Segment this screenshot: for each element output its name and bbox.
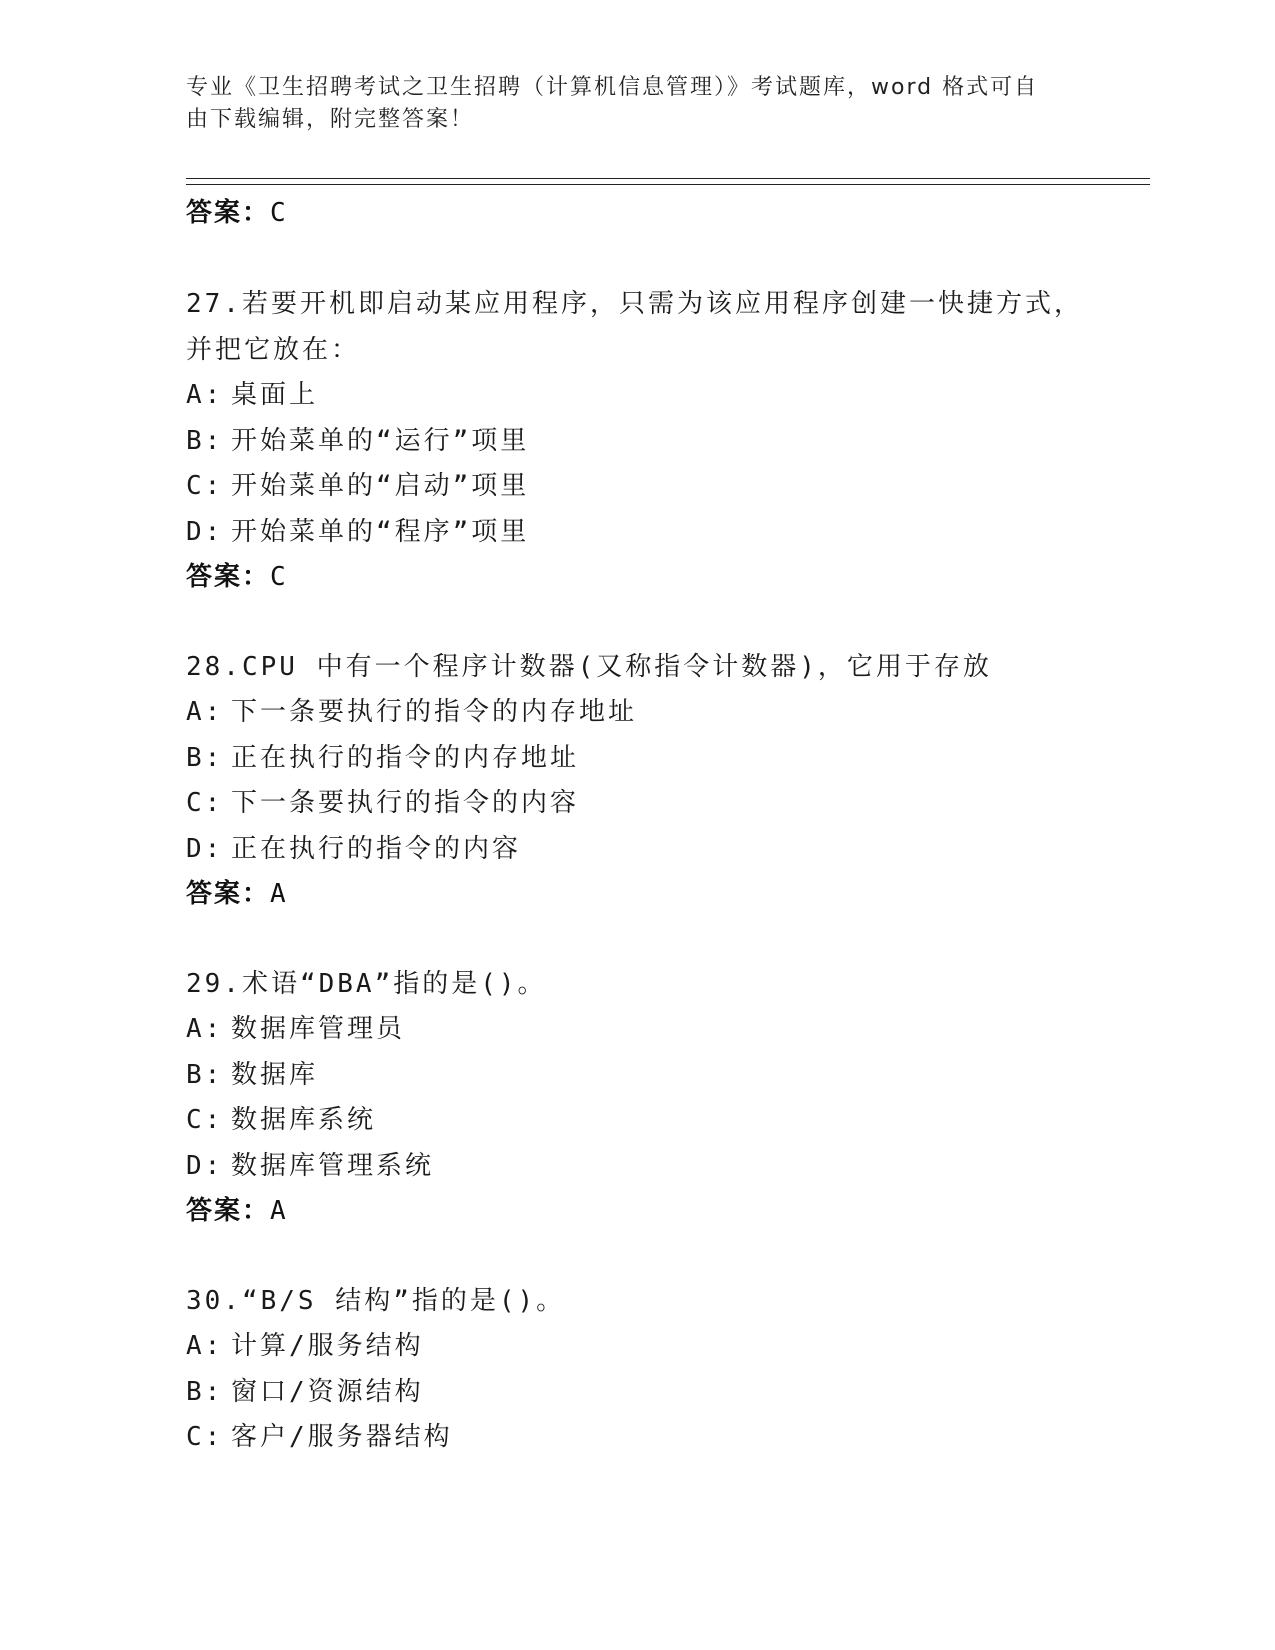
- document-header: [186, 72, 1076, 136]
- question-28: [186, 645, 1086, 918]
- option-letter: B:: [186, 425, 224, 456]
- option-c: [186, 1098, 1086, 1144]
- option-d: [186, 510, 1086, 556]
- option-letter: A:: [186, 697, 224, 727]
- option-b: [186, 736, 1086, 782]
- option-text: 数据库管理员: [231, 1014, 406, 1044]
- question-stem: 27.若要开机即启动某应用程序，只需为该应用程序创建一快捷方式，: [186, 289, 1083, 319]
- option-text: 开始菜单的“程序”项里: [231, 516, 530, 547]
- question-30: [186, 1279, 1086, 1461]
- option-letter: B:: [186, 742, 224, 773]
- option-text: 窗口/资源结构: [231, 1376, 424, 1407]
- option-text: 数据库管理系统: [231, 1150, 435, 1181]
- option-c: [186, 464, 1086, 510]
- header-line-1: 专业《卫生招聘考试之卫生招聘（计算机信息管理）》考试题库，word 格式可自: [186, 75, 1039, 100]
- option-letter: A:: [186, 1014, 224, 1044]
- option-text: 客户/服务器结构: [231, 1422, 453, 1452]
- option-a: [186, 690, 1086, 736]
- option-letter: C:: [186, 471, 224, 501]
- option-letter: D:: [186, 516, 224, 547]
- option-letter: C:: [186, 1422, 224, 1452]
- option-letter: B:: [186, 1376, 224, 1407]
- option-text: 开始菜单的“运行”项里: [231, 425, 530, 456]
- option-letter: C:: [186, 788, 224, 818]
- question-27: [186, 282, 1086, 601]
- option-b: [186, 1370, 1086, 1416]
- header-line-2: 由下载编辑，附完整答案！: [186, 107, 475, 132]
- option-text: 计算/服务结构: [231, 1331, 424, 1361]
- option-letter: D:: [186, 1150, 224, 1181]
- option-d: [186, 1144, 1086, 1190]
- option-text: 正在执行的指令的内存地址: [231, 742, 580, 773]
- answer-line: [186, 872, 1086, 918]
- option-text: 数据库系统: [231, 1105, 377, 1135]
- answer-label: 答案：: [186, 198, 271, 228]
- option-text: 正在执行的指令的内容: [231, 833, 522, 864]
- answer-value: A: [270, 1196, 288, 1226]
- question-stem: 30.“B/S 结构”指的是()。: [186, 1285, 566, 1316]
- answer-line: [186, 1189, 1086, 1235]
- option-text: 数据库: [231, 1059, 319, 1090]
- option-a: [186, 1324, 1086, 1370]
- header-divider: [186, 178, 1150, 185]
- option-b: [186, 1053, 1086, 1099]
- option-text: 下一条要执行的指令的内存地址: [231, 697, 638, 727]
- option-a: [186, 373, 1086, 419]
- answer-label: 答案：: [186, 1196, 271, 1226]
- option-letter: A:: [186, 1331, 224, 1361]
- option-text: 桌面上: [231, 380, 319, 410]
- answer-label: 答案：: [186, 879, 271, 909]
- option-c: [186, 1415, 1086, 1461]
- option-letter: C:: [186, 1105, 224, 1135]
- answer-line: [186, 191, 288, 237]
- option-letter: D:: [186, 833, 224, 864]
- question-list: [186, 282, 1086, 1505]
- answer-value: C: [270, 562, 288, 592]
- answer-value: A: [270, 879, 288, 909]
- option-c: [186, 781, 1086, 827]
- question-stem-continued: 并把它放在：: [186, 334, 361, 365]
- answer-value: C: [270, 198, 288, 228]
- option-d: [186, 827, 1086, 873]
- answer-label: 答案：: [186, 562, 271, 592]
- answer-line: [186, 555, 1086, 601]
- option-letter: B:: [186, 1059, 224, 1090]
- question-stem: 28.CPU 中有一个程序计数器(又称指令计数器)，它用于存放: [186, 651, 992, 682]
- option-letter: A:: [186, 380, 224, 410]
- question-stem: 29.术语“DBA”指的是()。: [186, 968, 547, 999]
- question-29: [186, 962, 1086, 1235]
- option-a: [186, 1007, 1086, 1053]
- option-text: 开始菜单的“启动”项里: [231, 471, 530, 501]
- option-text: 下一条要执行的指令的内容: [231, 788, 580, 818]
- option-b: [186, 419, 1086, 465]
